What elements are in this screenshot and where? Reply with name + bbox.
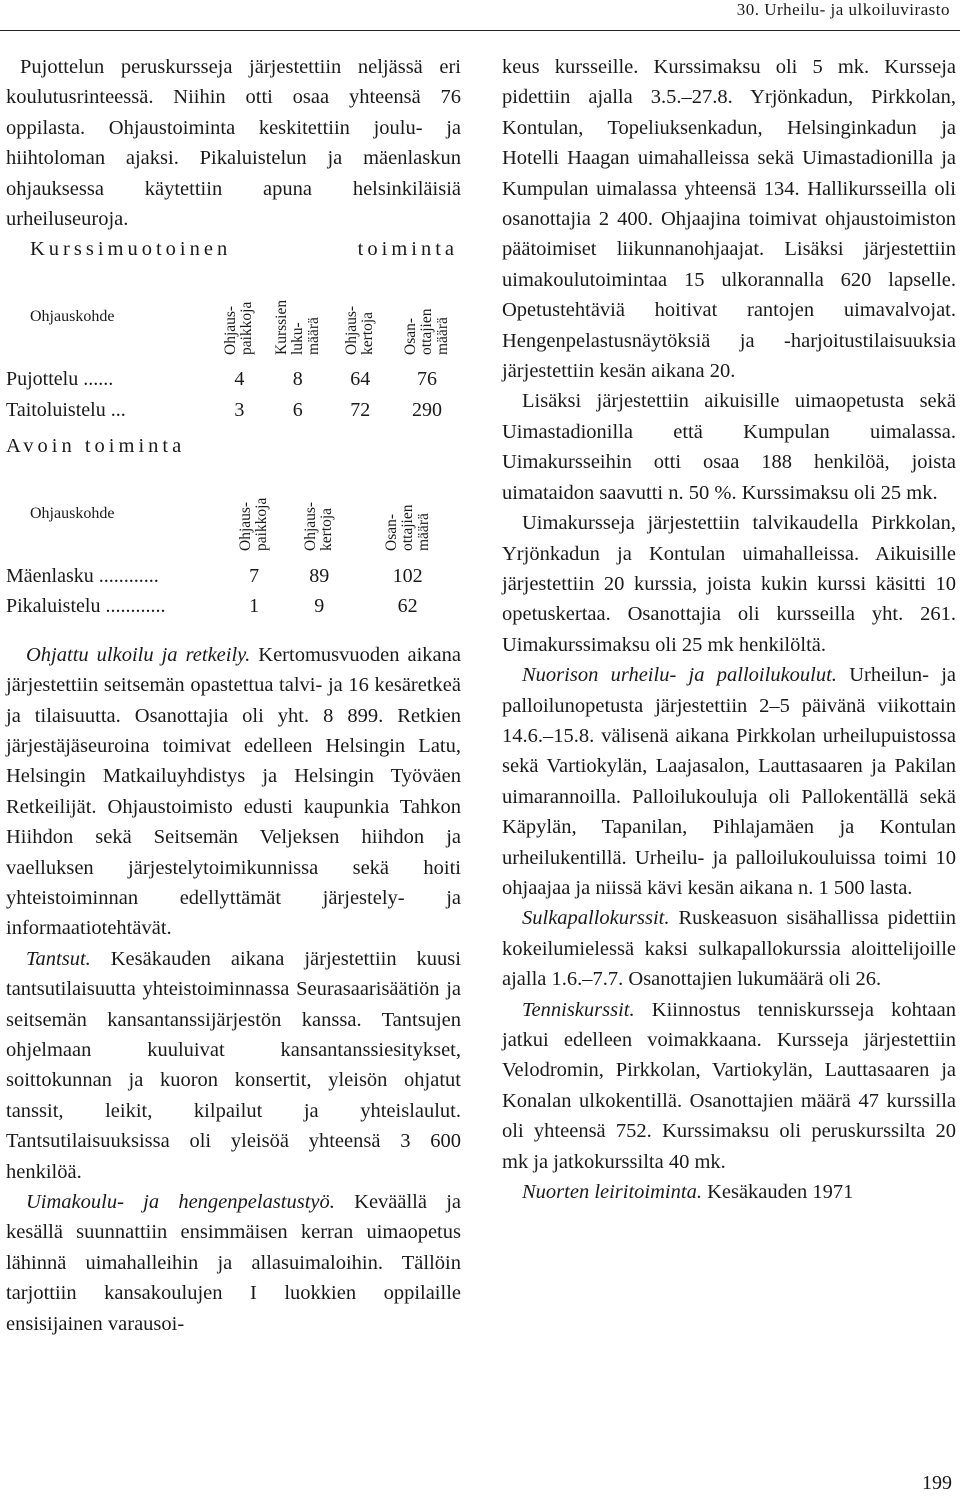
left-column: [6, 52, 461, 1339]
youth-sports-paragraph: Nuorison urheilu- ja palloilukoulut. Urheilun- ja palloilunopetusta järjestettiin 2–5 päivänä viikottain 14.6.–15.8. välisenä aikana Pirkkolan urheilupuistossa sekä Vartiokylän, Laajasalon, Lauttasaaren ja Pakilan uimarannoilla. Palloilukouluja oli Pallokentällä sekä Käpylän, Tapanilan, Pihlajamäen ja Kontulan urheilukentillä. Urheilu- ja palloilukouluissa toimi 10 ohjaajaa ja niissä kävi kesän aikana n. 1 500 lasta.: [502, 664, 956, 899]
page-number: 199: [922, 1472, 952, 1494]
table-row: Pikaluistelu ............ 1 9 62: [6, 595, 418, 618]
table-label: Ohjauskohde: [30, 504, 115, 522]
paragraph-heading: Nuorten leiritoiminta.: [522, 1181, 702, 1204]
intro-paragraph: Pujottelun peruskursseja järjestettiin neljässä eri koulutusrinteessä. Niihin otti osaa yhteensä 76 oppilasta. Ohjaustoiminta keskitettiin joulu- ja hiihtoloman ajaksi. Pikaluistelun ja mäenlaskun ohjauksessa käytettiin apuna helsinkiläisiä urheiluseuroja.: [6, 56, 461, 231]
table-label: Ohjauskohde: [30, 308, 115, 326]
paragraph-heading: Nuorison urheilu- ja palloilukoulut.: [522, 664, 837, 687]
paragraph-heading: Uimakoulu- ja hengenpelastustyö.: [26, 1191, 335, 1213]
course-activity-table: [6, 271, 461, 425]
paragraph-heading: Tenniskurssit.: [522, 998, 635, 1021]
open-activity-table: [6, 467, 461, 621]
course-section-title: Kurssimuotoinen toiminta: [30, 238, 458, 261]
paragraph-heading: Sulkapallokurssit.: [522, 907, 670, 930]
column-header: Ohjaus- kertoja: [343, 305, 377, 355]
column-header: Ohjaus- paikkoja: [222, 301, 256, 355]
column-header: Ohjaus- kertoja: [302, 502, 336, 552]
column-header: Osan- ottajien määrä: [401, 308, 451, 355]
badminton-paragraph: Sulkapallokurssit. Ruskeasuon sisähallissa pidettiin kokeilumielessä kaksi sulkapallokurssia aloittelijoille ajalla 1.6.–7.7. Osanottajien lukumäärä oli 26.: [502, 907, 956, 991]
table-row: Mäenlasku ............ 7 89 102: [6, 564, 423, 587]
column-header: Kurssien luku- määrä: [272, 299, 322, 355]
table-row: Taitoluistelu ... 3 6 72 290: [6, 398, 442, 421]
tennis-paragraph: Tenniskurssit. Kiinnostus tenniskursseja kohtaan jatkui edelleen voimakkaana. Kursseja järjestettiin Velodromin, Pirkkolan, Vartiokylän, Lauttasaaren ja Konalan ulkokentillä. Osanottajien määrä 47 kurssilla oli yhteensä 752. Kurssimaksu oli peruskurssilta 20 mk ja jatkokurssilta 40 mk.: [502, 998, 956, 1173]
table-row: Pujottelu ...... 4 8 64 76: [6, 368, 437, 391]
paragraph-heading: Ohjattu ulkoilu ja retkeily.: [26, 643, 251, 666]
running-header: 30. Urheilu- ja ulkoiluvirasto: [736, 0, 950, 19]
swimming-continued-paragraph: keus kursseille. Kurssimaksu oli 5 mk. Kursseja pidettiin ajalla 3.5.–27.8. Yrjönkadun, Pirkkolan, Kontulan, Topeliuksenkadun, Helsinginkadun ja Hotelli Haagan uimahalleissa sekä Uimastadionilla ja Kumpulan uimalassa yhteensä 134. Hallikursseilla oli osanottajia 2 400. Ohjaajina toimivat ohjaustoimiston päätoimiset liikunnanohjaajat. Lisäksi järjestettiin uimakoulutoimintaa 15 ulkorannalla 620 lapselle. Opetustehtäviä hoitivat rantojen uimavalvojat. Hengenpelastusnäytöksiä ja -harjoitustilaisuuksia järjestettiin kesän aikana 20.: [502, 56, 956, 383]
swimming-paragraph: Uimakoulu- ja hengenpelastustyö. Keväällä ja kesällä suunnattiin ensimmäisen kerran uimaopetus lähinnä uimahalleihin ja allasuimaloihin. Tällöin tarjottiin kansakoulujen I luokkien oppilaille ensisijainen varausoi-: [6, 1191, 462, 1335]
tantsut-paragraph: Tantsut. Kesäkauden aikana järjestettiin kuusi tantsutilaisuutta yhteistoiminnassa Seurasaarisäätiön ja seitsemän kansantanssijärjestön kanssa. Tantsujen ohjelmaan kuuluivat kansantanssiesitykset, soittokunnan ja kuoron konsertit, yleisön ohjatut tanssit, leikit, kilpailut ja yhteislaulut. Tantsutilaisuuksissa oli yleisöä yhteensä 3 600 henkilöä.: [6, 947, 461, 1183]
header-rule: [0, 30, 960, 31]
adult-swimming-paragraph: Lisäksi järjestettiin aikuisille uimaopetusta sekä Uimastadionilla että Kumpulan uimalassa. Uimakursseihin otti osaa 188 henkilöä, joista uimataidon saavutti n. 50 %. Kurssimaksu oli 25 mk.: [502, 390, 956, 504]
youth-camp-paragraph: Nuorten leiritoiminta. Kesäkauden 1971: [522, 1181, 854, 1204]
open-section-title: Avoin toiminta: [6, 435, 186, 458]
paragraph-heading: Tantsut.: [26, 947, 91, 970]
column-header: Osan- ottajien määrä: [382, 504, 432, 552]
column-header: Ohjaus- paikkoja: [237, 498, 271, 552]
winter-swimming-paragraph: Uimakursseja järjestettiin talvikaudella Pirkkolan, Yrjönkadun ja Kontulan uimahalleissa. Aikuisille järjestettiin 20 kurssia, joista kukin kurssi käsitti 10 opetuskertaa. Osanottajia oli kursseilla yht. 261. Uimakurssimaksu oli 25 mk henkilöltä.: [502, 512, 956, 656]
guided-outdoor-paragraph: Ohjattu ulkoilu ja retkeily. Kertomusvuoden aikana järjestettiin seitsemän opastettua talvi- ja 16 kesäretkeä ja tilaisuutta. Osanottajia oli yht. 8 899. Retkien järjestäjäseuroina toimivat edelleen Helsingin Latu, Helsingin Matkailuyhdistys ja Helsingin Työväen Retkeilijät. Ohjaustoimisto edusti kaupunkia Tahkon Hiihdon sekä Seitsemän Veljeksen hiihdon ja vaelluksen järjestelytoimikunnissa sekä hoiti yhteistoiminnan edellyttämät järjestely- ja informaatiotehtävät.: [6, 643, 461, 940]
right-column: [502, 52, 956, 1207]
